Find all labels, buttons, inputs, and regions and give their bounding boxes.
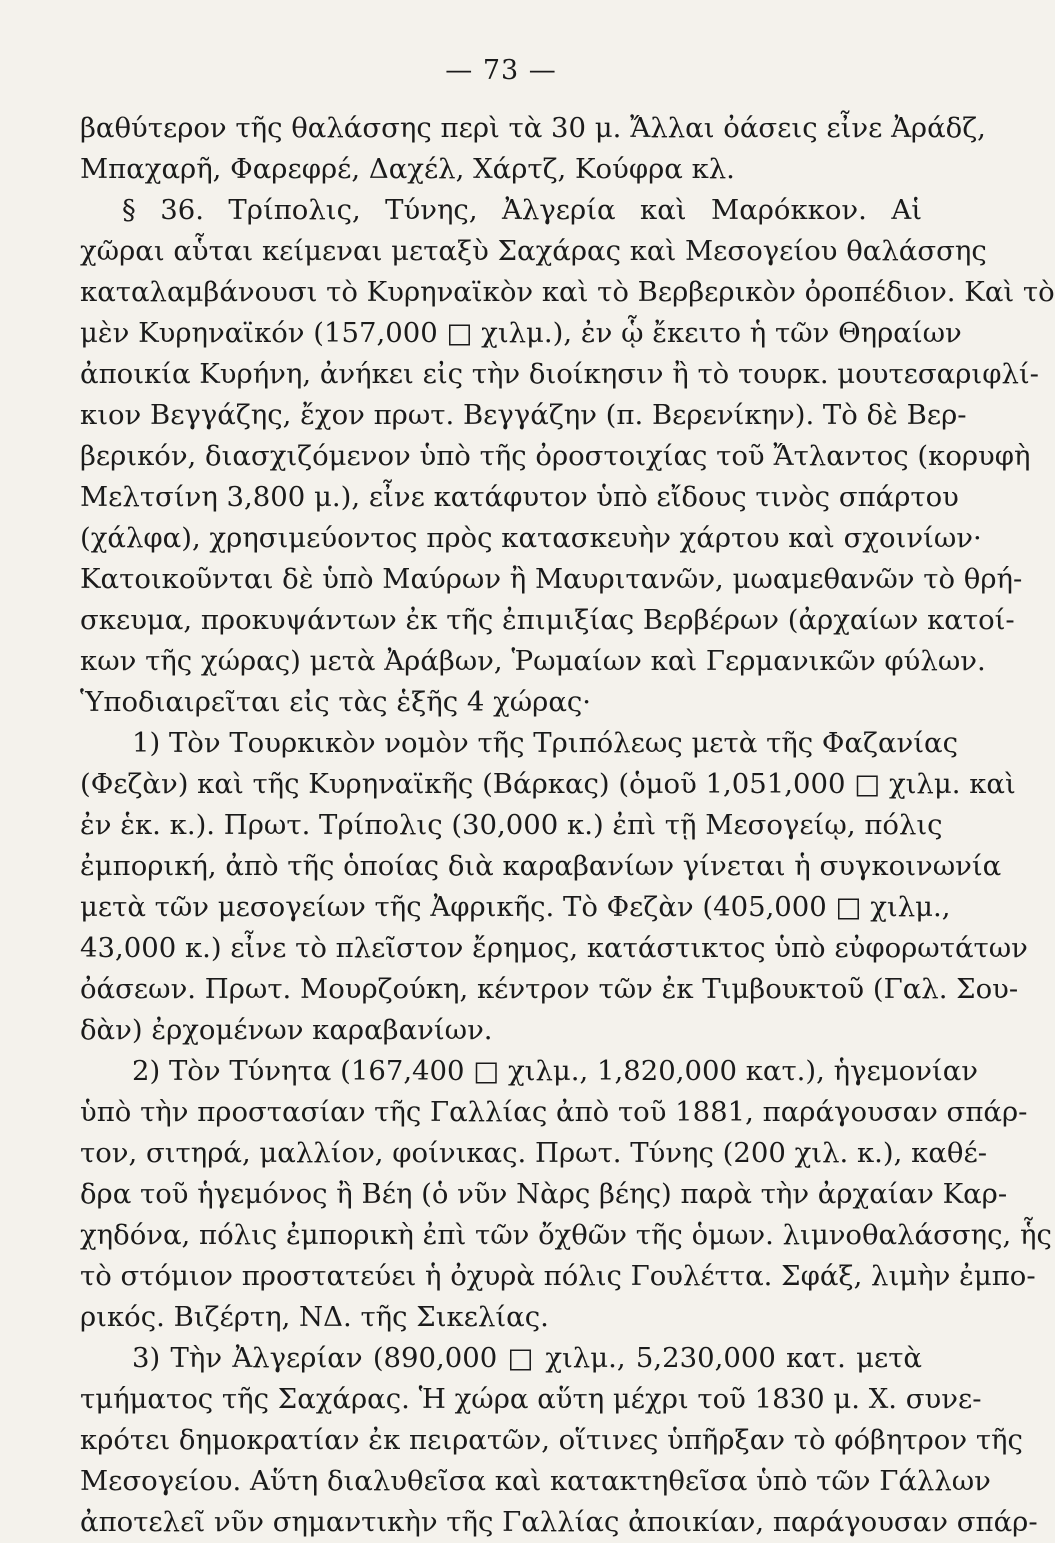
text-line: Κατοικοῦνται δὲ ὑπὸ Μαύρων ἢ Μαυριτανῶν, μωαμεθανῶν τὸ θρή-	[80, 563, 1023, 595]
text-line: χηδόνα, πόλις ἐμπορικὴ ἐπὶ τῶν ὄχθῶν τῆς ὁμων. λιμνοθαλάσσης, ἧς	[80, 1219, 1052, 1251]
page-number: — 73 —	[445, 55, 557, 86]
book-page	[80, 55, 1055, 1543]
text-line: ἀποικία Κυρήνη, ἀνήκει εἰς τὴν διοίκησιν ἢ τὸ τουρκ. μουτεσαριφλί-	[80, 358, 1039, 390]
text-line: ὀάσεων. Πρωτ. Μουρζούκη, κέντρον τῶν ἐκ Τιμβουκτοῦ (Γαλ. Σου-	[80, 973, 1019, 1005]
text-line: μετὰ τῶν μεσογείων τῆς Ἀφρικῆς. Τὸ Φεζὰν (405,000 □ χιλμ.,	[80, 891, 951, 923]
text-line: ὑπὸ τὴν προστασίαν τῆς Γαλλίας ἀπὸ τοῦ 1881, παράγουσαν σπάρ-	[80, 1096, 1028, 1128]
text-line: δρα τοῦ ἡγεμόνος ἢ Βέη (ὁ νῦν Νὰρς βέης) παρὰ τὴν ἀρχαίαν Καρ-	[80, 1178, 1008, 1210]
text-line: 3) Τὴν Ἀλγερίαν (890,000 □ χιλμ., 5,230,000 κατ. μετὰ	[132, 1342, 922, 1374]
text-line: 2) Τὸν Τύνητα (167,400 □ χιλμ., 1,820,000 κατ.), ἡγεμονίαν	[132, 1055, 978, 1087]
text-line: (Φεζὰν) καὶ τῆς Κυρηναϊκῆς (Βάρκας) (ὁμοῦ 1,051,000 □ χιλμ. καὶ	[80, 768, 1016, 800]
body-text	[80, 108, 1055, 1543]
text-line: ἀποτελεῖ νῦν σημαντικὴν τῆς Γαλλίας ἀποικίαν, παράγουσαν σπάρ-	[80, 1506, 1038, 1538]
text-line: 43,000 κ.) εἶνε τὸ πλεῖστον ἔρημος, κατάστικτος ὑπὸ εὐφορωτάτων	[80, 932, 1028, 964]
text-line: τμήματος τῆς Σαχάρας. Ἡ χώρα αὕτη μέχρι τοῦ 1830 μ. Χ. συνε-	[80, 1383, 982, 1415]
text-line: καταλαμβάνουσι τὸ Κυρηναϊκὸν καὶ τὸ Βερβερικὸν ὀροπέδιον. Καὶ τὸ	[80, 276, 1055, 308]
text-line: δὰν) ἐρχομένων καραβανίων.	[80, 1014, 493, 1046]
text-line: Μεσογείου. Αὕτη διαλυθεῖσα καὶ κατακτηθεῖσα ὑπὸ τῶν Γάλλων	[80, 1465, 991, 1497]
text-line: βερικόν, διασχιζόμενον ὑπὸ τῆς ὀροστοιχίας τοῦ Ἄτλαντος (κορυφὴ	[80, 440, 1031, 472]
text-line: (χάλφα), χρησιμεύοντος πρὸς κατασκευὴν χάρτου καὶ σχοινίων·	[80, 522, 982, 554]
text-line: μὲν Κυρηναϊκόν (157,000 □ χιλμ.), ἐν ᾧ ἔκειτο ἡ τῶν Θηραίων	[80, 317, 962, 349]
text-line: Μπαχαρῆ, Φαρεφρέ, Δαχέλ, Χάρτζ, Κούφρα κλ.	[80, 153, 735, 185]
text-line: κων τῆς χώρας) μετὰ Ἀράβων, Ῥωμαίων καὶ Γερμανικῶν φύλων.	[80, 645, 986, 677]
text-line: κρότει δημοκρατίαν ἐκ πειρατῶν, οἵτινες ὑπῆρξαν τὸ φόβητρον τῆς	[80, 1424, 1023, 1456]
text-line: κιον Βεγγάζης, ἔχον πρωτ. Βεγγάζην (π. Βερενίκην). Τὸ δὲ Βερ-	[80, 399, 967, 431]
text-line: τὸ στόμιον προστατεύει ἡ ὀχυρὰ πόλις Γουλέττα. Σφάξ, λιμὴν ἐμπο-	[80, 1260, 1036, 1292]
text-line: § 36. Τρίπολις, Τύνης, Ἀλγερία καὶ Μαρόκκον. Αἱ	[122, 194, 922, 226]
text-line: Ὑποδιαιρεῖται εἰς τὰς ἑξῆς 4 χώρας·	[80, 686, 592, 718]
text-line: ἐμπορική, ἀπὸ τῆς ὁποίας διὰ καραβανίων γίνεται ἡ συγκοινωνία	[80, 850, 1002, 882]
text-line: τον, σιτηρά, μαλλίον, φοίνικας. Πρωτ. Τύνης (200 χιλ. κ.), καθέ-	[80, 1137, 987, 1169]
text-line: χῶραι αὗται κείμεναι μεταξὺ Σαχάρας καὶ Μεσογείου θαλάσσης	[80, 235, 987, 267]
text-line: 1) Τὸν Τουρκικὸν νομὸν τῆς Τριπόλεως μετὰ τῆς Φαζανίας	[132, 727, 958, 759]
text-line: ἐν ἑκ. κ.). Πρωτ. Τρίπολις (30,000 κ.) ἐπὶ τῇ Μεσογείῳ, πόλις	[80, 809, 943, 841]
text-line: Μελτσίνη 3,800 μ.), εἶνε κατάφυτον ὑπὸ εἴδους τινὸς σπάρτου	[80, 481, 959, 513]
text-line: βαθύτερον τῆς θαλάσσης περὶ τὰ 30 μ. Ἄλλαι ὀάσεις εἶνε Ἀράδζ,	[80, 112, 986, 144]
text-line: σκευμα, προκυψάντων ἐκ τῆς ἐπιμιξίας Βερβέρων (ἀρχαίων κατοί-	[80, 604, 1015, 636]
text-line: ρικός. Βιζέρτη, ΝΔ. τῆς Σικελίας.	[80, 1301, 549, 1333]
